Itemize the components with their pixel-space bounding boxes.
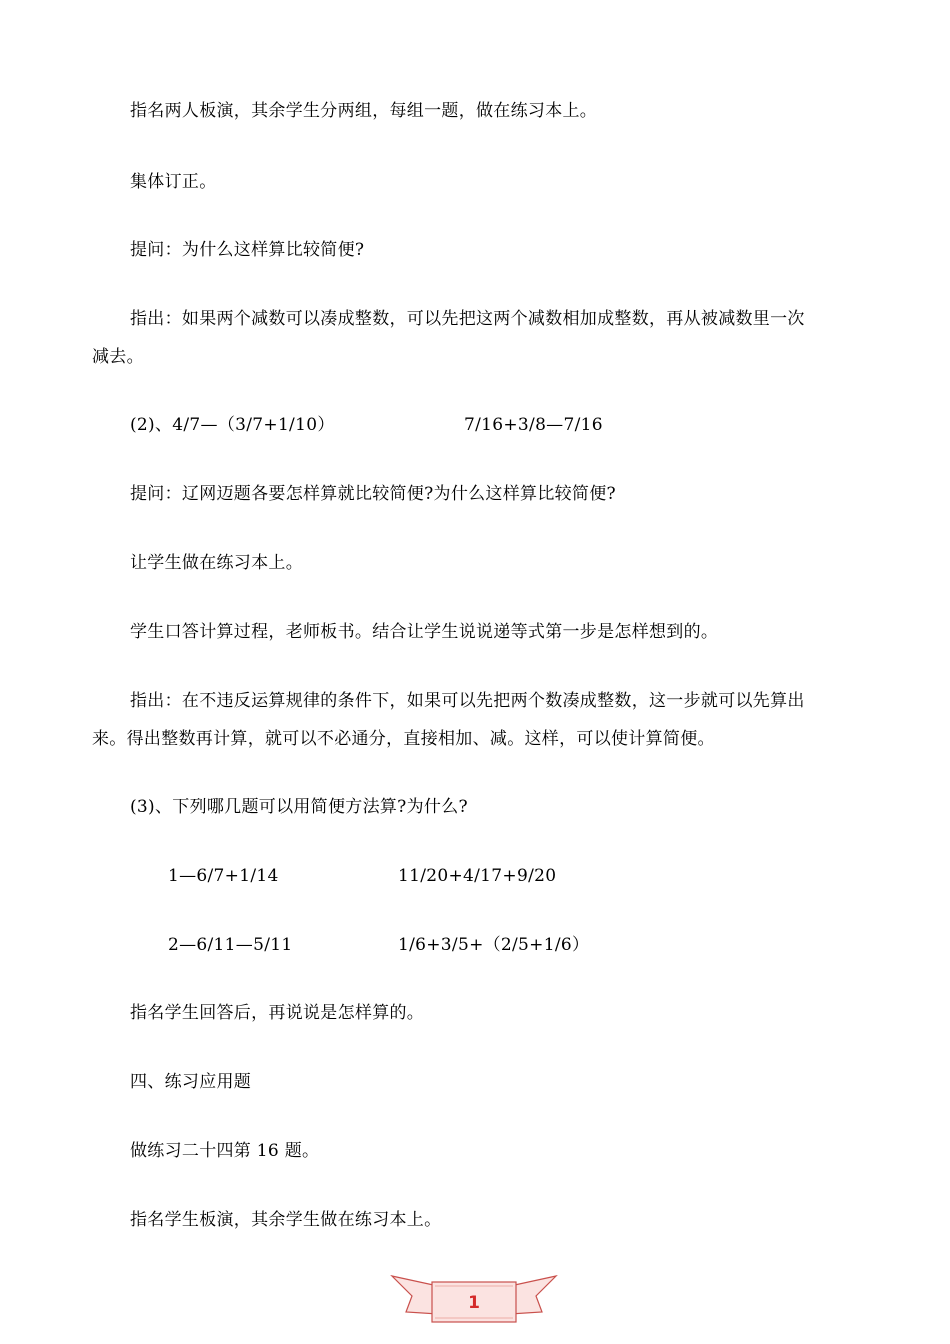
paragraph-4-line-2: 减去。 [92,347,144,367]
paragraph-9-line-2: 来。得出整数再计算，就可以不必通分，直接相加、减。这样，可以使计算简便。 [92,729,715,749]
exercise-3-item-2a: 2—6/11—5/11 [168,935,293,955]
paragraph-6: 提问：辽网迈题各要怎样算就比较简便?为什么这样算比较简便? [130,484,616,504]
paragraph-14: 指名学生板演，其余学生做在练习本上。 [130,1210,442,1230]
paragraph-11: 指名学生回答后，再说说是怎样算的。 [130,1003,425,1023]
paragraph-3: 提问：为什么这样算比较简便? [130,240,365,260]
paragraph-1: 指名两人板演，其余学生分两组，每组一题，做在练习本上。 [130,101,598,121]
section-heading-4: 四、练习应用题 [130,1072,252,1092]
page-number: 1 [468,1293,480,1313]
paragraph-7: 让学生做在练习本上。 [130,553,303,573]
exercise-3-item-2b: 1/6+3/5+（2/5+1/6） [398,935,590,955]
exercise-3-item-1b: 11/20+4/17+9/20 [398,866,557,886]
paragraph-8: 学生口答计算过程，老师板书。结合让学生说说递等式第一步是怎样想到的。 [130,622,719,642]
exercise-2-label: (2)、4/7—（3/7+1/10） [130,415,335,435]
paragraph-9-line-1: 指出：在不违反运算规律的条件下，如果可以先把两个数凑成整数，这一步就可以先算出 [130,691,805,711]
exercise-3-item-1a: 1—6/7+1/14 [168,866,279,886]
paragraph-4-line-1: 指出：如果两个减数可以凑成整数，可以先把这两个减数相加成整数，再从被减数里一次 [130,309,805,329]
page-number-ribbon [388,1266,560,1332]
exercise-3-question: (3)、下列哪几题可以用简便方法算?为什么? [130,797,468,817]
paragraph-13: 做练习二十四第 16 题。 [130,1141,320,1161]
paragraph-2: 集体订正。 [130,172,217,192]
exercise-2-expression: 7/16+3/8—7/16 [464,415,603,435]
